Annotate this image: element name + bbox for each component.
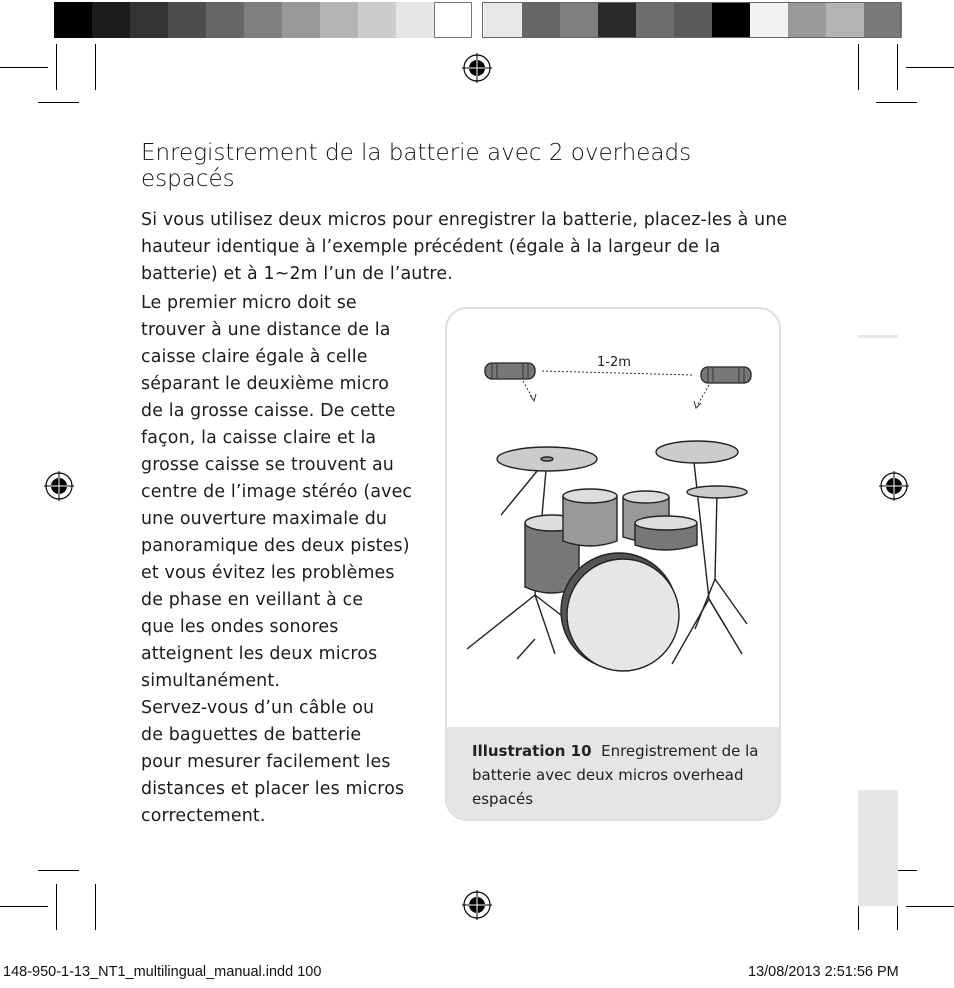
body-line: centre de l’image stéréo (avec [141,482,413,502]
body-line: trouver à une distance de la [141,320,391,340]
body-line: simultanément. [141,671,280,691]
color-swatch [396,2,434,38]
body-line: Le premier micro doit se [141,293,357,313]
body-line: séparant le deuxième micro [141,374,390,394]
body-column [141,290,441,830]
side-tab [858,790,898,906]
drum-kit [467,441,747,671]
color-swatch [320,2,358,38]
color-swatch [92,2,130,38]
body-line: une ouverture maximale du [141,509,388,529]
microphone-right-icon [701,367,751,383]
page-title: Enregistrement de la batterie avec 2 overheads espacés [141,140,692,192]
body-line: caisse claire égale à celle [141,347,368,367]
color-swatch [358,2,396,38]
registration-mark-icon [462,890,492,920]
color-swatch [244,2,282,38]
body-line: pour mesurer facilement les [141,752,391,772]
body-line: et vous évitez les problèmes [141,563,395,583]
intro-paragraph: Si vous utilisez deux micros pour enregistrer la batterie, placez-les à une hauteur identique à l’exemple précédent (égale à la largeur de la batterie) et à 1~2m l’un de l’autre. [141,210,788,284]
figure-caption [447,727,779,821]
caption-text [472,739,762,811]
color-swatch [168,2,206,38]
color-swatch [206,2,244,38]
figure-box [445,307,781,821]
body-line: grosse caisse se trouvent au [141,455,394,475]
caption-label: Illustration 10 [472,742,592,760]
body-line: de baguettes de batterie [141,725,362,745]
footer-filename: 148-950-1-13_NT1_multilingual_manual.indd 100 [3,964,322,980]
registration-mark-icon [879,471,909,501]
drum-kit-illustration [447,309,781,727]
body-line: atteignent les deux micros [141,644,378,664]
body-line: de phase en veillant à ce [141,590,364,610]
body-line: façon, la caisse claire et la [141,428,377,448]
registration-mark-icon [44,471,74,501]
body-line: panoramique des deux pistes) [141,536,410,556]
body-line: Servez-vous d’un câble ou [141,698,375,718]
color-swatch [54,2,92,38]
body-line: correctement. [141,806,266,826]
side-tab-marker [858,335,898,338]
footer-datetime: 13/08/2013 2:51:56 PM [748,964,899,980]
color-swatch [434,2,472,38]
body-line: distances et placer les micros [141,779,405,799]
color-swatch [130,2,168,38]
distance-label: 1-2m [597,355,631,370]
body-line: que les ondes sonores [141,617,339,637]
body-line: de la grosse caisse. De cette [141,401,396,421]
microphone-left-icon [485,363,535,379]
caption-body: Enregistrement de la batterie avec deux micros overhead espacés [472,742,759,808]
distance-line [542,371,694,375]
color-swatch [282,2,320,38]
registration-mark-icon [462,53,492,83]
color-calibration-bar [54,2,901,38]
